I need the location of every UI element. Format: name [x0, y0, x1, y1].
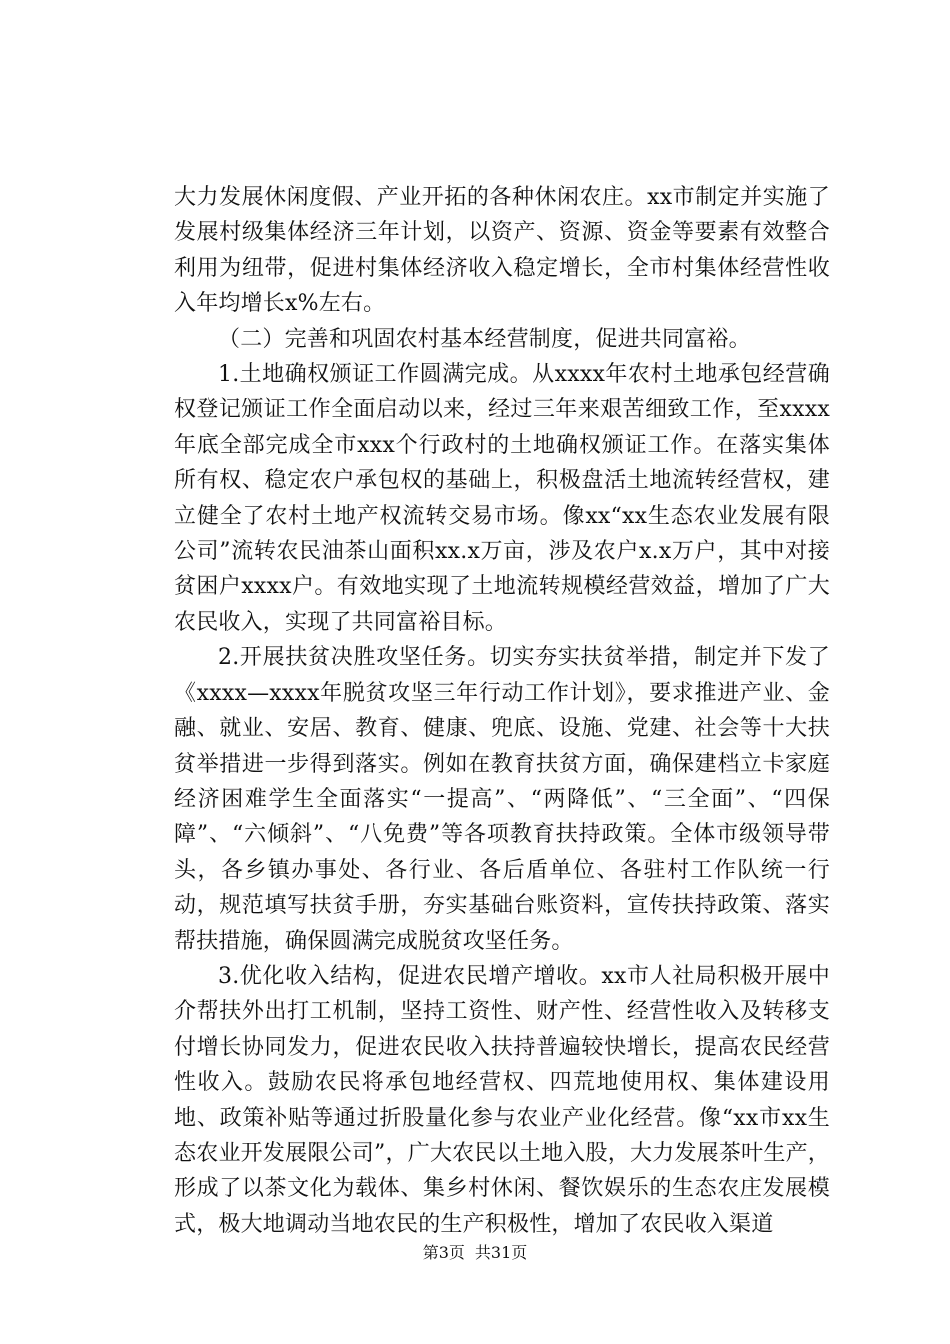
page-total: 共31页: [474, 1243, 528, 1262]
document-body: [174, 180, 830, 1242]
page-footer: [0, 1243, 950, 1263]
paragraph-poverty-alleviation: 2.开展扶贫决胜攻坚任务。切实夯实扶贫举措，制定并下发了《xxxx—xxxx年脱贫攻坚三年行动工作计划》，要求推进产业、金融、就业、安居、教育、健康、兜底、设施、党建、社会等十大扶贫举措进一步得到落实。例如在教育扶贫方面，确保建档立卡家庭经济困难学生全面落实“一提高”、“两降低”、“三全面”、“四保障”、“六倾斜”、“八免费”等各项教育扶持政策。全体市级领导带头，各乡镇办事处、各行业、各后盾单位、各驻村工作队统一行动，规范填写扶贫手册，夯实基础台账资料，宣传扶持政策、落实帮扶措施，确保圆满完成脱贫攻坚任务。: [174, 645, 830, 954]
paragraph-continuation: 大力发展休闲度假、产业开拓的各种休闲农庄。xx市制定并实施了发展村级集体经济三年计划，以资产、资源、资金等要素有效整合利用为纽带，促进村集体经济收入稳定增长，全市村集体经营性收入年均增长x%左右。: [174, 185, 830, 317]
section-heading-2: （二）完善和巩固农村基本经营制度，促进共同富裕。: [218, 326, 751, 352]
page-number: 第3页: [422, 1243, 465, 1262]
paragraph-income-structure: 3.优化收入结构，促进农民增产增收。xx市人社局积极开展中介帮扶外出打工机制，坚持工资性、财产性、经营性收入及转移支付增长协同发力，促进农民收入扶持普遍较快增长，提高农民经营性收入。鼓励农民将承包地经营权、四荒地使用权、集体建设用地、政策补贴等通过折股量化参与农业产业化经营。像“xx市xx生态农业开发展限公司”，广大农民以土地入股，大力发展茶叶生产，形成了以茶文化为载体、集乡村休闲、餐饮娱乐的生态农庄发展模式，极大地调动当地农民的生产积极性，增加了农民收入渠道: [174, 963, 830, 1237]
paragraph-land-rights: 1.土地确权颁证工作圆满完成。从xxxx年农村土地承包经营确权登记颁证工作全面启动以来，经过三年来艰苦细致工作，至xxxx年底全部完成全市xxx个行政村的土地确权颁证工作。在落实集体所有权、稳定农户承包权的基础上，积极盘活土地流转经营权，建立健全了农村土地产权流转交易市场。像xx“xx生态农业发展有限公司”流转农民油茶山面积xx.x万亩，涉及农户x.x万户，其中对接贫困户xxxx户。有效地实现了土地流转规模经营效益，增加了广大农民收入，实现了共同富裕目标。: [174, 362, 830, 635]
